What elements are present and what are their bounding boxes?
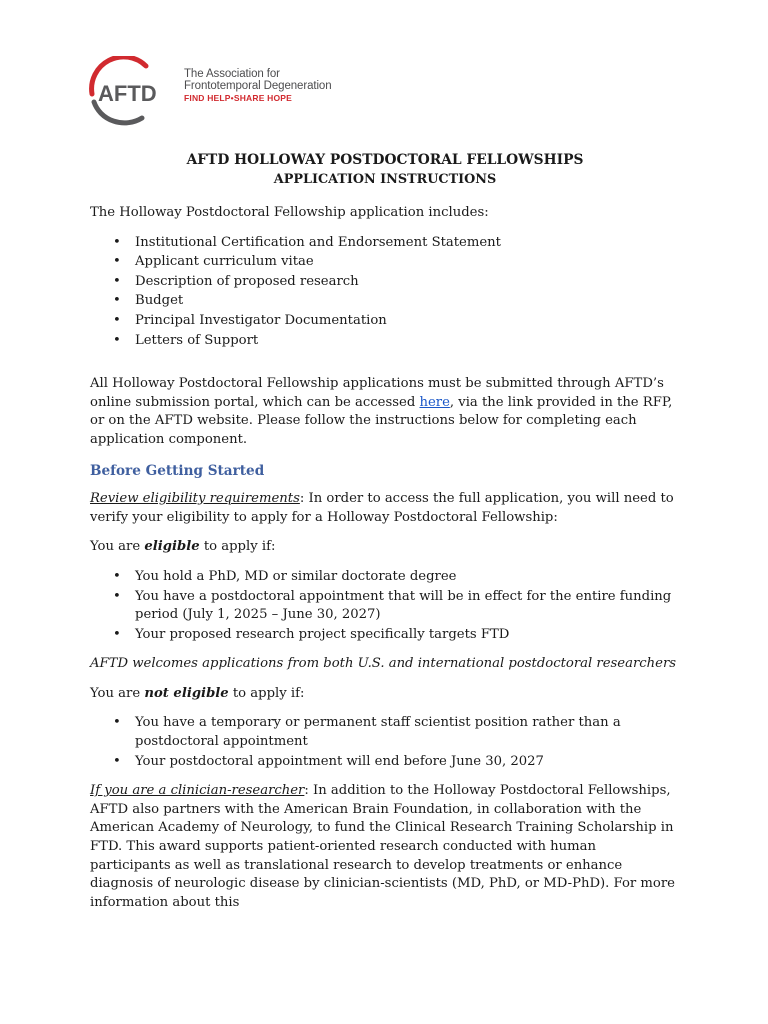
list-item: • Institutional Certification and Endorsement Statement [90, 234, 680, 253]
portal-text-after: , via the link provided in the RFP, or on the AFTD website. Please follow the instructions below for completing each application component. [90, 394, 673, 447]
list-item: • You have a postdoctoral appointment that will be in effect for the entire funding period (July 1, 2025 – June 30, 2027) [90, 588, 680, 625]
eligible-emphasis: eligible [144, 539, 200, 555]
welcome-note: AFTD welcomes applications from both U.S. and international postdoctoral researchers [90, 656, 677, 672]
clinician-text: : In addition to the Holloway Postdoctoral Fellowships, AFTD also partners with the American Brain Foundation, in collaboration with the American Academy of Neurology, to fund the Clinical Research Training Scholarship in FTD. This award supports patient-oriented research conducted with human participants as well as translational research to develop treatments or enhance diagnosis of neurologic disease by clinician-scientists (MD, PhD, or MD-PhD). For more information about this [90, 783, 675, 910]
clinician-paragraph [90, 782, 680, 912]
logo-org-name-line2: Frontotemporal Degeneration [184, 80, 332, 92]
clinician-label: If you are a clinician-researcher [90, 783, 305, 799]
eligibility-label: Review eligibility requirements [90, 491, 300, 507]
list-item: • You have a temporary or permanent staff scientist position rather than a postdoctoral appointment [90, 714, 680, 751]
intro-paragraph: The Holloway Postdoctoral Fellowship application includes: [90, 205, 489, 220]
document-body [90, 150, 680, 923]
not-eligible-pre: You are [90, 685, 145, 701]
list-item: • Applicant curriculum vitae [90, 253, 680, 272]
eligible-intro [90, 538, 680, 557]
not-eligible-criteria-list [90, 714, 680, 771]
eligible-pre: You are [90, 539, 145, 555]
list-item: • You hold a PhD, MD or similar doctorate degree [90, 568, 680, 587]
aftd-logo-mark-icon [84, 56, 184, 126]
logo-tagline: FIND HELP•SHARE HOPE [184, 93, 293, 103]
eligibility-text: : In order to access the full application, you will need to verify your eligibility to apply for a Holloway Postdoctoral Fellowship: [90, 491, 674, 525]
portal-here-link[interactable]: here [419, 394, 450, 410]
aftd-logo [84, 56, 344, 126]
eligible-criteria-list [90, 568, 680, 644]
document-subtitle: APPLICATION INSTRUCTIONS [273, 172, 497, 187]
list-item: • Your proposed research project specifically targets FTD [90, 626, 680, 645]
section-heading-before-getting-started: Before Getting Started [90, 462, 265, 479]
list-item: • Budget [90, 292, 680, 311]
logo-mark-text: AFTD [98, 81, 157, 106]
list-item: • Principal Investigator Documentation [90, 312, 680, 331]
document-title: AFTD HOLLOWAY POSTDOCTORAL FELLOWSHIPS [186, 152, 584, 168]
eligibility-paragraph [90, 490, 680, 527]
logo-org-name-line1: The Association for [184, 68, 280, 80]
portal-paragraph [90, 375, 680, 449]
list-item: • Letters of Support [90, 332, 680, 351]
list-item: • Description of proposed research [90, 273, 680, 292]
application-components-list [90, 234, 680, 351]
not-eligible-intro [90, 685, 680, 704]
not-eligible-post: to apply if: [228, 685, 305, 701]
portal-text-before: All Holloway Postdoctoral Fellowship applications must be submitted through AFTD’s online submission portal, which can be accessed [90, 376, 664, 410]
eligible-post: to apply if: [199, 539, 276, 555]
list-item: • Your postdoctoral appointment will end before June 30, 2027 [90, 753, 680, 772]
not-eligible-emphasis: not eligible [144, 685, 229, 701]
